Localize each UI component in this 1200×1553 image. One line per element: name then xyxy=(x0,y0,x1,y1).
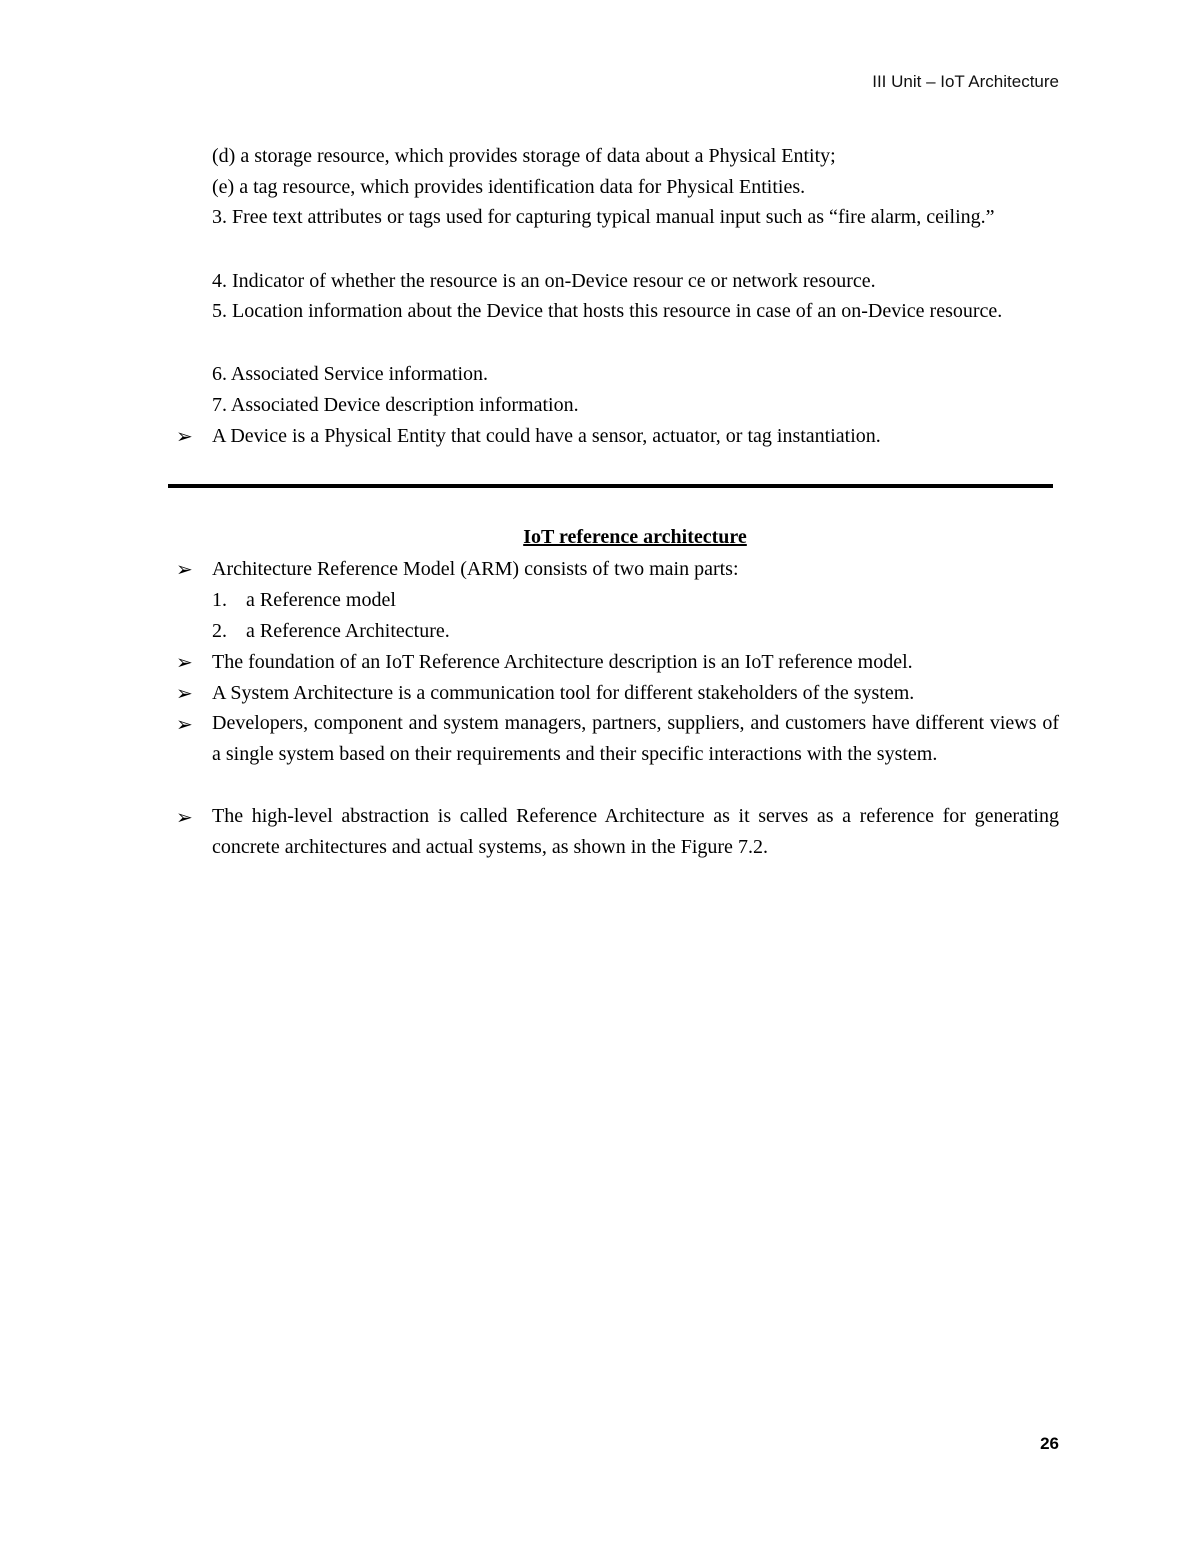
arrow-bullet-icon: ➢ xyxy=(176,424,193,448)
horizontal-rule xyxy=(168,484,1053,488)
item-d: (d) a storage resource, which provides storage of data about a Physical Entity; xyxy=(212,145,836,167)
bullet-arm: Architecture Reference Model (ARM) consists of two main parts: xyxy=(212,558,739,580)
item-3: 3. Free text attributes or tags used for capturing typical manual input such as “fire alarm, ceiling.” xyxy=(212,206,995,228)
item-e: (e) a tag resource, which provides identification data for Physical Entities. xyxy=(212,176,806,198)
bullet-system-architecture: A System Architecture is a communication tool for different stakeholders of the system. xyxy=(212,682,915,704)
item-7: 7. Associated Device description information. xyxy=(212,394,579,416)
arrow-bullet-icon: ➢ xyxy=(176,650,193,674)
sub-item-number: 1. xyxy=(212,589,227,611)
sub-item-number: 2. xyxy=(212,620,227,642)
item-6: 6. Associated Service information. xyxy=(212,363,489,385)
running-header: III Unit – IoT Architecture xyxy=(872,72,1059,91)
sub-item-reference-model: a Reference model xyxy=(246,589,396,611)
item-5: 5. Location information about the Device that hosts this resource in case of an on-Device resource. xyxy=(212,300,1003,322)
section-heading: IoT reference architecture xyxy=(523,526,747,548)
bullet-foundation: The foundation of an IoT Reference Architecture description is an IoT reference model. xyxy=(212,651,913,673)
page-number: 26 xyxy=(1040,1434,1059,1453)
arrow-bullet-icon: ➢ xyxy=(176,805,193,829)
arrow-bullet-icon: ➢ xyxy=(176,712,193,736)
bullet-high-level: The high-level abstraction is called Reference Architecture as it serves as a reference for generating concrete architectures and actual systems, as shown in the Figure 7.2. xyxy=(212,805,1059,858)
device-bullet-text: A Device is a Physical Entity that could have a sensor, actuator, or tag instantiation. xyxy=(212,425,881,447)
bullet-developers: Developers, component and system managers, partners, suppliers, and customers have different views of a single system based on their requirements and their specific interactions with the system. xyxy=(212,712,1059,765)
arrow-bullet-icon: ➢ xyxy=(176,681,193,705)
sub-item-reference-architecture: a Reference Architecture. xyxy=(246,620,450,642)
item-4: 4. Indicator of whether the resource is an on-Device resour ce or network resource. xyxy=(212,270,876,292)
arrow-bullet-icon: ➢ xyxy=(176,557,193,581)
